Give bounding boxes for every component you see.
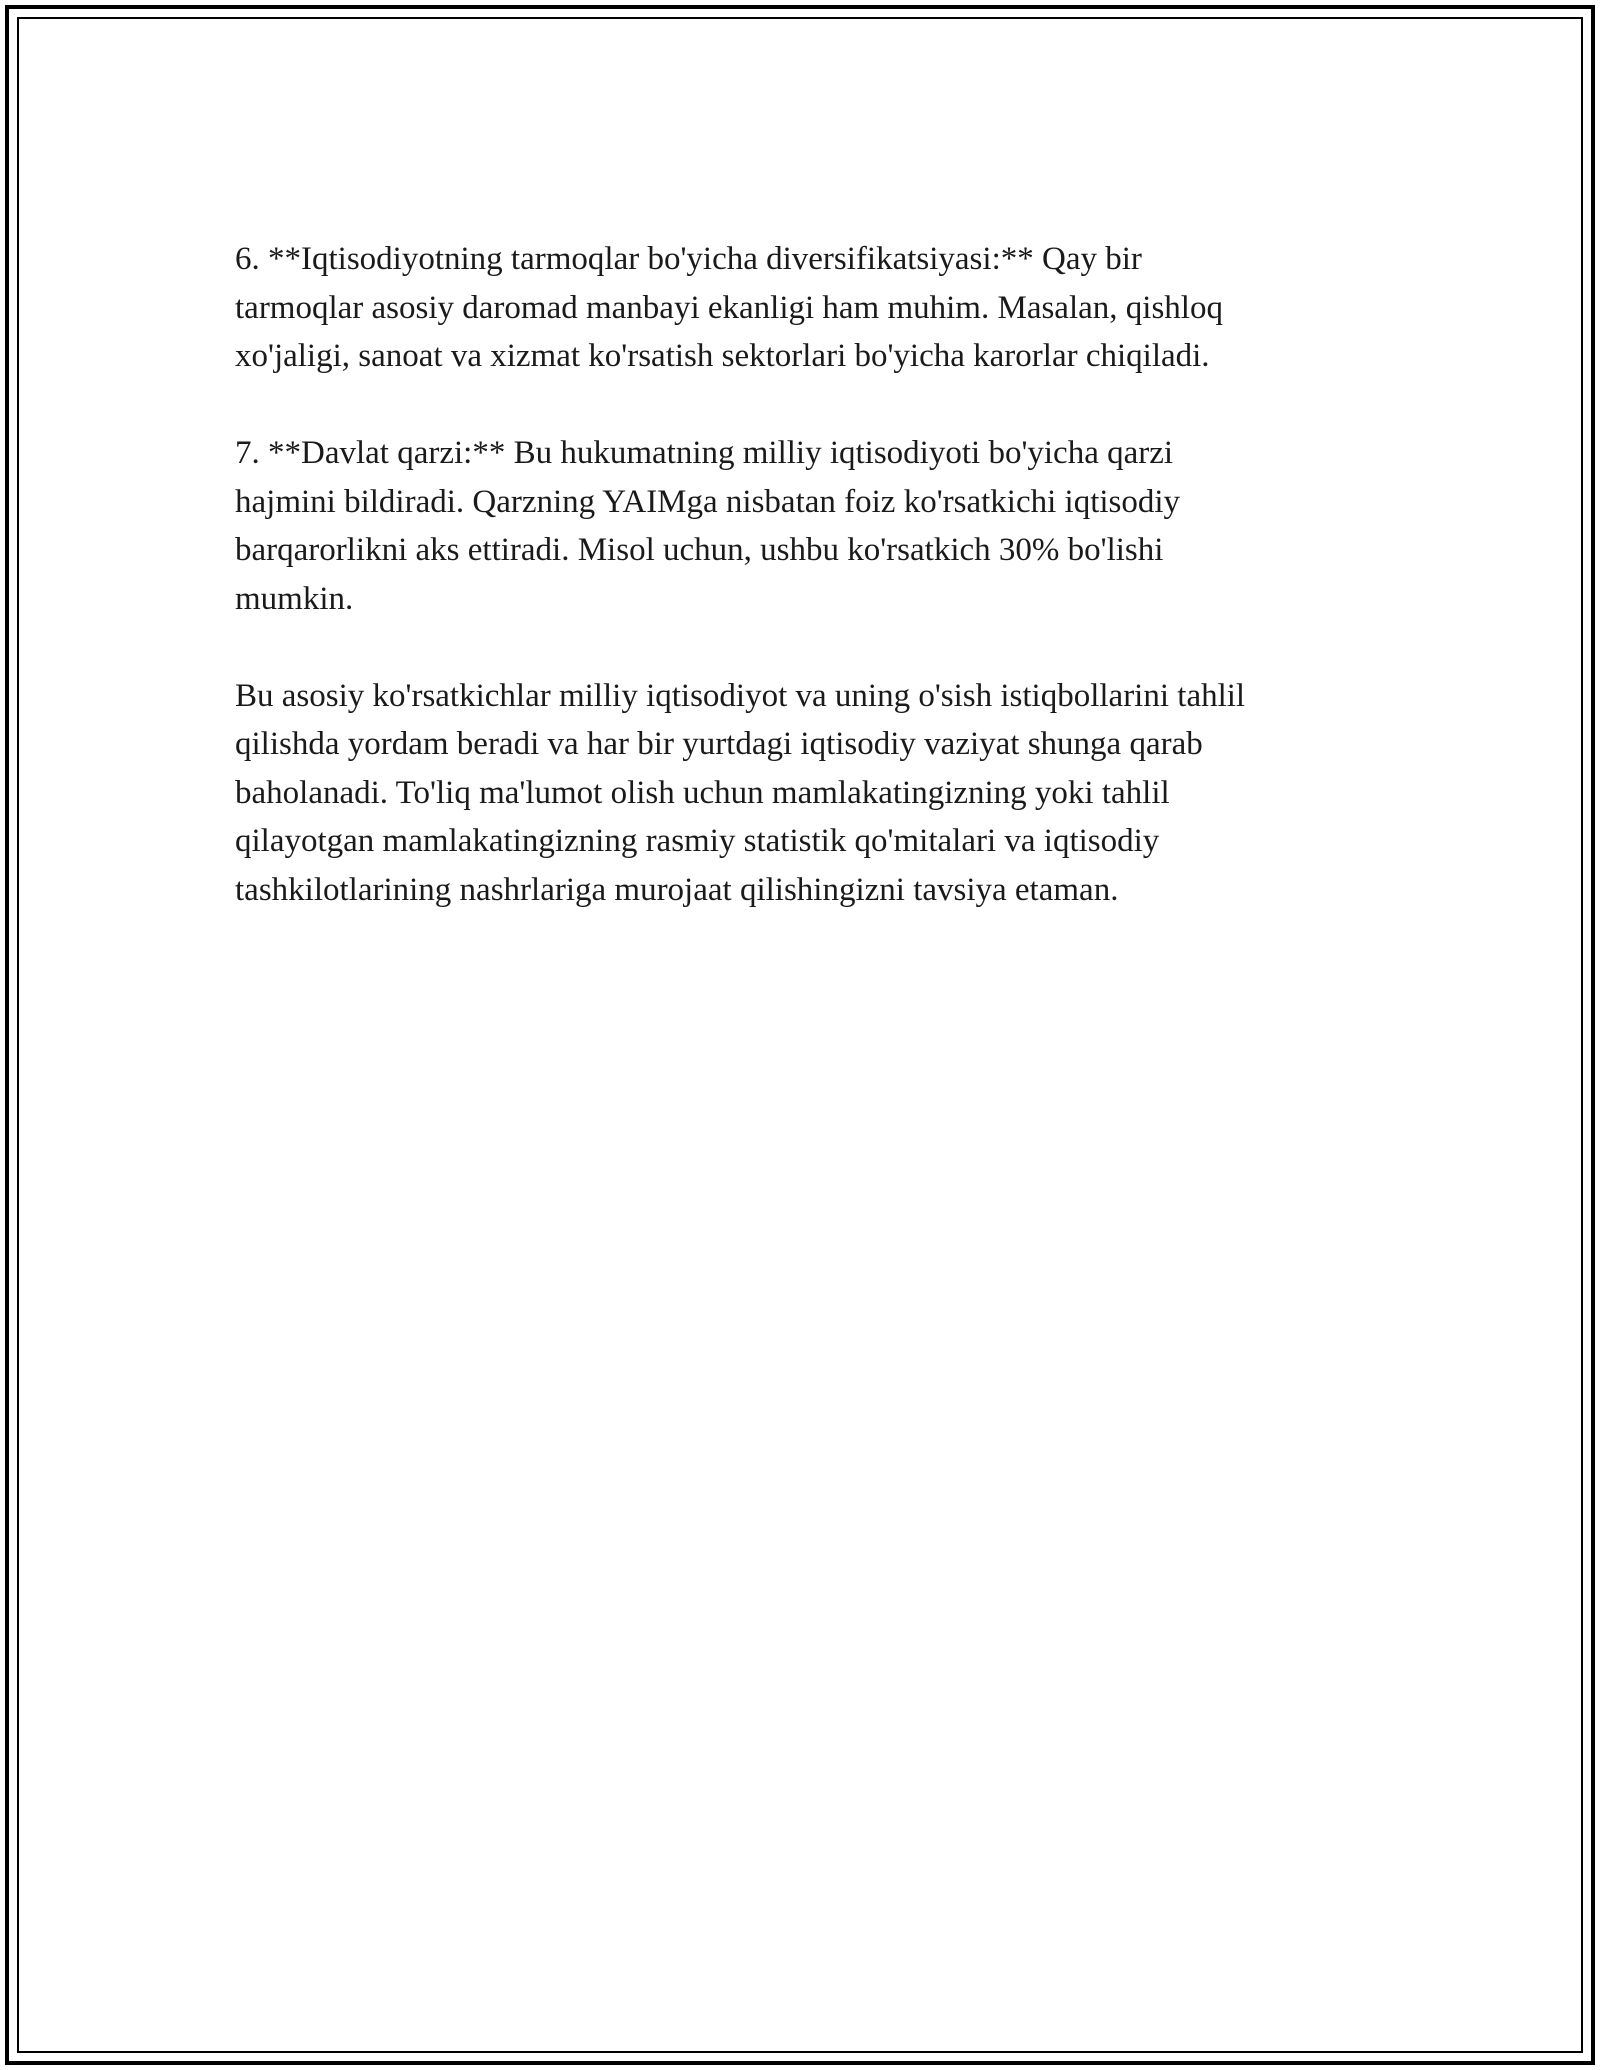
paragraph-government-debt: 7. **Davlat qarzi:** Bu hukumatning milliy iqtisodiyoti bo'yicha qarzi hajmini bildiradi. Qarzning YAIMga nisbatan foiz ko'rsatkichi iqtisodiy barqarorlikni aks ettiradi. Misol uchun, ushbu ko'rsatkich 30% bo'lishi mumkin. (235, 435, 1181, 617)
paragraph-sector-diversification: 6. **Iqtisodiyotning tarmoqlar bo'yicha diversifikatsiyasi:** Qay bir tarmoqlar asosiy daromad manbayi ekanligi ham muhim. Masalan, qishloq xo'jaligi, sanoat va xizmat ko'rsatish sektorlari bo'yicha karorlar chiqiladi. (235, 241, 1223, 374)
document-body (235, 235, 1365, 963)
paragraph-conclusion: Bu asosiy ko'rsatkichlar milliy iqtisodiyot va uning o'sish istiqbollarini tahlil qilishda yordam beradi va har bir yurtdagi iqtisodiy vaziyat shunga qarab baholanadi. To'liq ma'lumot olish uchun mamlakatingizning yoki tahlil qilayotgan mamlakatingizning rasmiy statistik qo'mitalari va iqtisodiy tashkilotlarining nashrlariga murojaat qilishingizni tavsiya etaman. (235, 677, 1246, 908)
